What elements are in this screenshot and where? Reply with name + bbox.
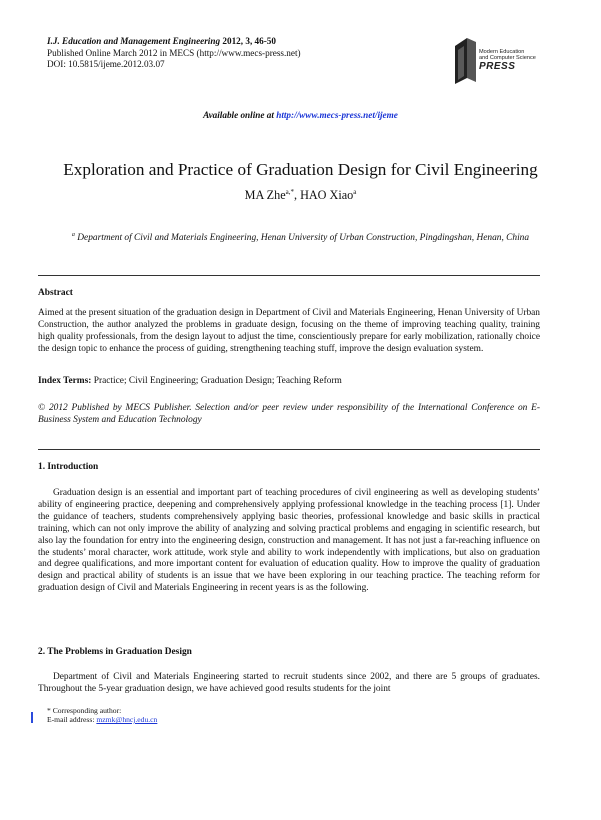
journal-url-link[interactable]: http://www.mecs-press.net/ijeme — [276, 110, 398, 120]
journal-header — [47, 36, 301, 71]
abstract-heading: Abstract — [38, 288, 73, 298]
logo-line-1: Modern Education — [479, 49, 525, 55]
abstract-text: Aimed at the present situation of the graduation design in Department of Civil and Materials Engineering, Henan University of Urban Construction, the author analyzed the problems in graduate design, focusing on the theme of improving teaching quality, training high quality professionals, from the design layout to adjust the time, conscientiously prepare for early mobilization, rationally choice the design topic to enhance the process of guiding, strengthening teaching stuff, improve the design evaluation system. — [38, 308, 540, 354]
journal-title-line — [47, 36, 301, 48]
logo-brand: PRESS — [479, 61, 516, 72]
email-label: E-mail address: — [47, 715, 97, 724]
email-link[interactable]: mzmk@hncj.edu.cn — [96, 715, 158, 724]
available-online — [0, 110, 601, 120]
affiliation-sup: a — [71, 232, 75, 238]
logo-line-2: and Computer Science — [479, 55, 536, 61]
divider-bottom — [38, 449, 540, 450]
affiliation-text: Department of Civil and Materials Engineering, Henan University of Urban Construction, Pingdingshan, Henan, China — [74, 233, 530, 244]
text-cursor-marker — [31, 712, 33, 723]
author-2: HAO Xiao — [300, 188, 354, 203]
section-2-text: Department of Civil and Materials Engineering started to recruit students since 2002, and there are 5 groups of graduates. Throughout the 5-year graduation design, we have achieved good results students for the joint — [38, 672, 540, 694]
journal-name: I.J. Education and Management Engineering — [47, 36, 221, 46]
corresponding-author: * Corresponding author: — [47, 706, 122, 715]
section-1-heading: 1. Introduction — [38, 462, 99, 472]
author-list — [0, 188, 601, 203]
section-2-heading: 2. The Problems in Graduation Design — [38, 647, 192, 657]
section-1-text: Graduation design is an essential and important part of teaching procedures of civil engineering as well as developing students’ ability of engineering practice, deepening and comprehensively applying professional knowledge in the teaching process [1]. Under the guidance of teachers, students comprehensively applying basic theories, professional knowledge and basic skills in practical training, which can not only improve the ability of analyzing and solving practical problems and engaging in scientific research, but also lay the foundation for entry into the engineering design, construction and management. It has not just a far-reaching influence on the students’ moral character, work attitude, work style and ability to work independently with implications, but also on graduation and degree qualifications, and more important content for evaluation of education quality. How to improve the quality of graduation design and practical ability of students is an issue that we have been exploring in our teaching practice. The teaching reform for graduation design of Civil and Materials Engineering in recent years is as the following. — [38, 488, 540, 594]
index-terms-label: Index Terms: — [38, 376, 92, 386]
paper-title: Exploration and Practice of Graduation Design for Civil Engineering — [63, 160, 538, 179]
email-line — [47, 715, 157, 724]
doi-line: DOI: 10.5815/ijeme.2012.03.07 — [47, 59, 165, 69]
footnote — [47, 706, 157, 724]
author-separator: , — [293, 188, 301, 203]
author-1: MA Zhe — [244, 188, 286, 203]
available-prefix: Available online at — [203, 110, 277, 120]
index-terms-values: Practice; Civil Engineering; Graduation Design; Teaching Reform — [91, 376, 342, 386]
author-1-sup: a,* — [285, 188, 294, 196]
copyright-notice: © 2012 Published by MECS Publisher. Selection and/or peer review under responsibility of the International Conference on E-Business System and Education Technology — [38, 403, 540, 425]
divider-top — [38, 275, 540, 276]
index-terms — [38, 376, 540, 388]
author-2-sup: a — [353, 188, 357, 196]
published-line: Published Online March 2012 in MECS (http://www.mecs-press.net) — [47, 47, 301, 58]
affiliation — [62, 229, 539, 244]
mecs-press-logo — [452, 34, 542, 86]
journal-volume: 2012, 3, 46-50 — [222, 36, 276, 46]
